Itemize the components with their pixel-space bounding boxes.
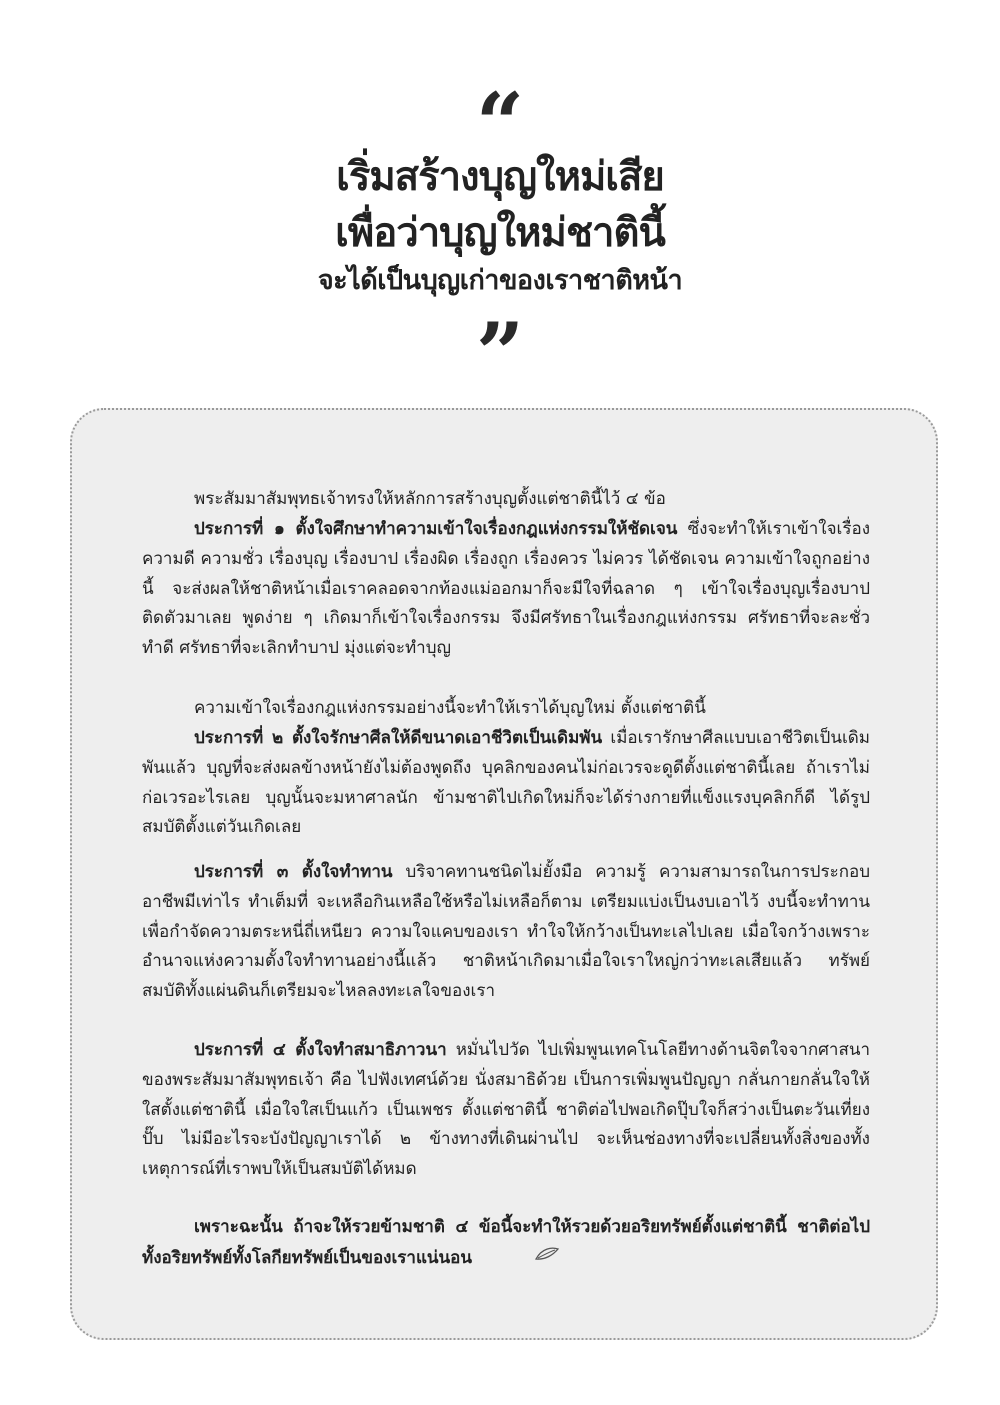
item-2-paragraph <box>142 724 870 843</box>
conclusion-text: เพราะฉะนั้น ถ้าจะให้รวยข้ามชาติ ๔ ข้อนี้จะทำให้รวยด้วยอริยทรัพย์ตั้งแต่ชาตินี้ ชาติต่อไปทั้งอริยทรัพย์ทั้งโลกียทรัพย์เป็นของเราแน่นอน <box>142 1217 870 1268</box>
item-4-heading: ประการที่ ๔ ตั้งใจทำสมาธิภาวนา <box>194 1040 447 1060</box>
title-line-1: เริ่มสร้างบุญใหม่เสีย <box>336 154 664 200</box>
close-quote-mark: ” <box>475 304 525 403</box>
item-3-heading: ประการที่ ๓ ตั้งใจทำทาน <box>194 862 393 882</box>
title-line-2: เพื่อว่าบุญใหม่ชาตินี้ <box>335 210 665 256</box>
item-3-paragraph <box>142 858 870 1007</box>
open-quote-mark: “ <box>475 74 525 173</box>
middle-note-paragraph <box>142 694 870 724</box>
item-2-heading: ประการที่ ๒ ตั้งใจรักษาศีลให้ดีขนาดเอาชีวิตเป็นเดิมพัน <box>194 728 603 748</box>
item-1-heading: ประการที่ ๑ ตั้งใจศึกษาทำความเข้าใจเรื่องกฎแห่งกรรมให้ชัดเจน <box>194 519 678 539</box>
title-subtitle: จะได้เป็นบุญเก่าของเราชาติหน้า <box>317 265 683 296</box>
item-2-text: เมื่อเรารักษาศีลแบบเอาชีวิตเป็นเดิมพันแล้ว บุญที่จะส่งผลข้างหน้ายังไม่ต้องพูดถึง บุคลิกของคนไม่ก่อเวรจะดูดีตั้งแต่ชาตินี้เลย ถ้าเราไม่ก่อเวรอะไรเลย บุญนั้นจะมหาศาลนัก ข้ามชาติไปเกิดใหม่ก็จะได้ร่างกายที่แข็งแรงบุคลิกก็ดี ได้รูปสมบัติตั้งแต่วันเกิดเลย <box>142 728 871 838</box>
intro-text: พระสัมมาสัมพุทธเจ้าทรงให้หลักการสร้างบุญตั้งแต่ชาตินี้ไว้ ๔ ข้อ <box>194 489 666 509</box>
item-4-text: หมั่นไปวัด ไปเพิ่มพูนเทคโนโลยีทางด้านจิตใจจากศาสนาของพระสัมมาสัมพุทธเจ้า คือ ไปฟังเทศน์ด้วย นั่งสมาธิด้วย เป็นการเพิ่มพูนปัญญา กลั่นกายกลั่นใจให้ใสตั้งแต่ชาตินี้ เมื่อใจใสเป็นแก้ว เป็นเพชร ตั้งแต่ชาตินี้ ชาติต่อไปพอเกิดปุ๊บใจก็สว่างเป็นตะวันเที่ยงปั๊บ ไม่มีอะไรจะบังปัญญาเราได้ ๒ ข้างทางที่เดินผ่านไป จะเห็นช่องทางที่จะเปลี่ยนทั้งสิ่งของทั้งเหตุการณ์ที่เราพบให้เป็นสมบัติได้หมด <box>142 1040 871 1180</box>
middle-note-text: ความเข้าใจเรื่องกฎแห่งกรรมอย่างนี้จะทำให้เราได้บุญใหม่ ตั้งแต่ชาตินี้ <box>194 698 706 718</box>
leaf-end-mark-icon <box>482 1243 560 1273</box>
item-1-paragraph <box>142 515 870 664</box>
item-4-paragraph <box>142 1036 870 1185</box>
item-1-text: ซึ่งจะทำให้เราเข้าใจเรื่องความดี ความชั่ว เรื่องบุญ เรื่องบาป เรื่องผิด เรื่องถูก เรื่องควร ไม่ควร ได้ชัดเจน ความเข้าใจถูกอย่างนี้ จะส่งผลให้ชาติหน้าเมื่อเราคลอดจากท้องแม่ออกมาก็จะมีใจที่ฉลาด ๆ เข้าใจเรื่องบุญเรื่องบาปติดตัวมาเลย พูดง่าย ๆ เกิดมาก็เข้าใจเรื่องกรรม จึงมีศรัทธาในเรื่องกฎแห่งกรรม ศรัทธาที่จะละชั่ว ทำดี ศรัทธาที่จะเลิกทำบาป มุ่งแต่จะทำบุญ <box>142 519 870 659</box>
conclusion-paragraph <box>142 1213 870 1274</box>
item-3-text: บริจาคทานชนิดไม่ยั้งมือ ความรู้ ความสามารถในการประกอบอาชีพมีเท่าไร ทำเต็มที่ จะเหลือกินเหลือใช้หรือไม่เหลือก็ตาม เตรียมแบ่งเป็นงบเอาไว้ งบนี้จะทำทาน เพื่อกำจัดความตระหนี่ถี่เหนียว ความใจแคบของเรา ทำใจให้กว้างเป็นทะเลไปเลย เมื่อใจกว้างเพราะอำนาจแห่งความตั้งใจทำทานอย่างนี้แล้ว ชาติหน้าเกิดมาเมื่อใจเราใหญ่กว่าทะเลเสียแล้ว ทรัพย์สมบัติทั้งแผ่นดินก็เตรียมจะไหลลงทะเลใจของเรา <box>142 862 871 1002</box>
intro-paragraph <box>142 485 870 515</box>
